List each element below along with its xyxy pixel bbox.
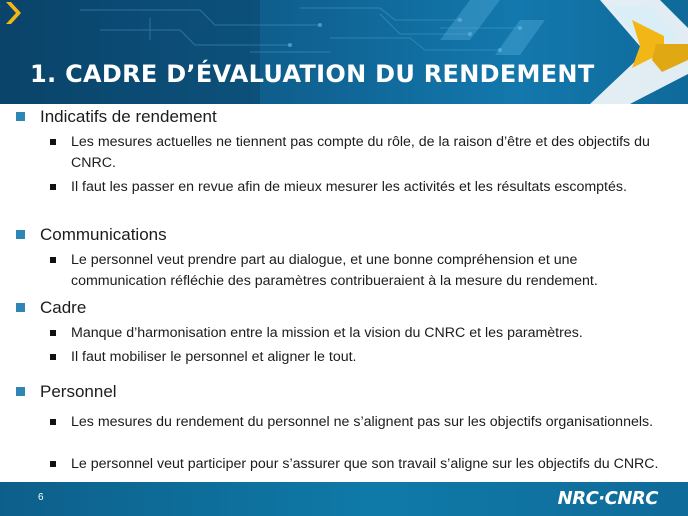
section-heading: Personnel — [40, 382, 117, 401]
sub-bullet-text: Il faut mobiliser le personnel et aligner le tout. — [71, 349, 357, 365]
circuit-pattern — [0, 0, 688, 104]
square-bullet-icon — [16, 112, 25, 121]
square-bullet-icon — [50, 184, 56, 190]
slide-content — [0, 104, 688, 482]
sub-bullet — [50, 454, 666, 475]
square-bullet-icon — [50, 419, 56, 425]
square-bullet-icon — [16, 387, 25, 396]
sub-bullet-text: Manque d’harmonisation entre la mission et la vision du CNRC et les paramètres. — [71, 325, 583, 341]
sub-bullet — [50, 412, 666, 433]
footer-bar — [0, 482, 688, 516]
sub-bullet — [50, 323, 666, 344]
sub-bullet — [50, 132, 666, 174]
chevron-right-icon — [0, 0, 26, 26]
sub-bullet-text: Le personnel veut prendre part au dialogue, et une bonne compréhension et une communication réfléchie des paramètres contribueraient à la mesure du rendement. — [71, 252, 598, 289]
sub-bullet — [50, 347, 666, 368]
bullet-indicatifs — [16, 107, 217, 127]
page-title: 1. CADRE D’ÉVALUATION DU RENDEMENT — [30, 60, 595, 88]
page-number: 6 — [38, 492, 44, 503]
square-bullet-icon — [16, 303, 25, 312]
sub-bullet-text: Les mesures actuelles ne tiennent pas compte du rôle, de la raison d’être et des objectifs du CNRC. — [71, 134, 650, 171]
square-bullet-icon — [50, 354, 56, 360]
bullet-personnel — [16, 382, 117, 402]
section-heading: Cadre — [40, 298, 87, 317]
sub-bullet-text: Les mesures du rendement du personnel ne s’alignent pas sur les objectifs organisationnels. — [71, 414, 654, 430]
nrc-cnrc-logo: NRC·CNRC — [557, 488, 658, 509]
sub-bullet-text: Le personnel veut participer pour s’assurer que son travail s’aligne sur les objectifs du CNRC. — [71, 456, 659, 472]
bullet-cadre — [16, 298, 86, 318]
sub-bullet — [50, 177, 666, 198]
sub-bullet — [50, 250, 666, 292]
bullet-communications — [16, 225, 167, 245]
square-bullet-icon — [50, 139, 56, 145]
square-bullet-icon — [50, 257, 56, 263]
header-banner — [0, 0, 688, 104]
square-bullet-icon — [50, 330, 56, 336]
sub-bullet-text: Il faut les passer en revue afin de mieux mesurer les activités et les résultats escomptés. — [71, 179, 627, 195]
section-heading: Communications — [40, 225, 167, 244]
section-heading: Indicatifs de rendement — [40, 107, 217, 126]
square-bullet-icon — [50, 461, 56, 467]
square-bullet-icon — [16, 230, 25, 239]
